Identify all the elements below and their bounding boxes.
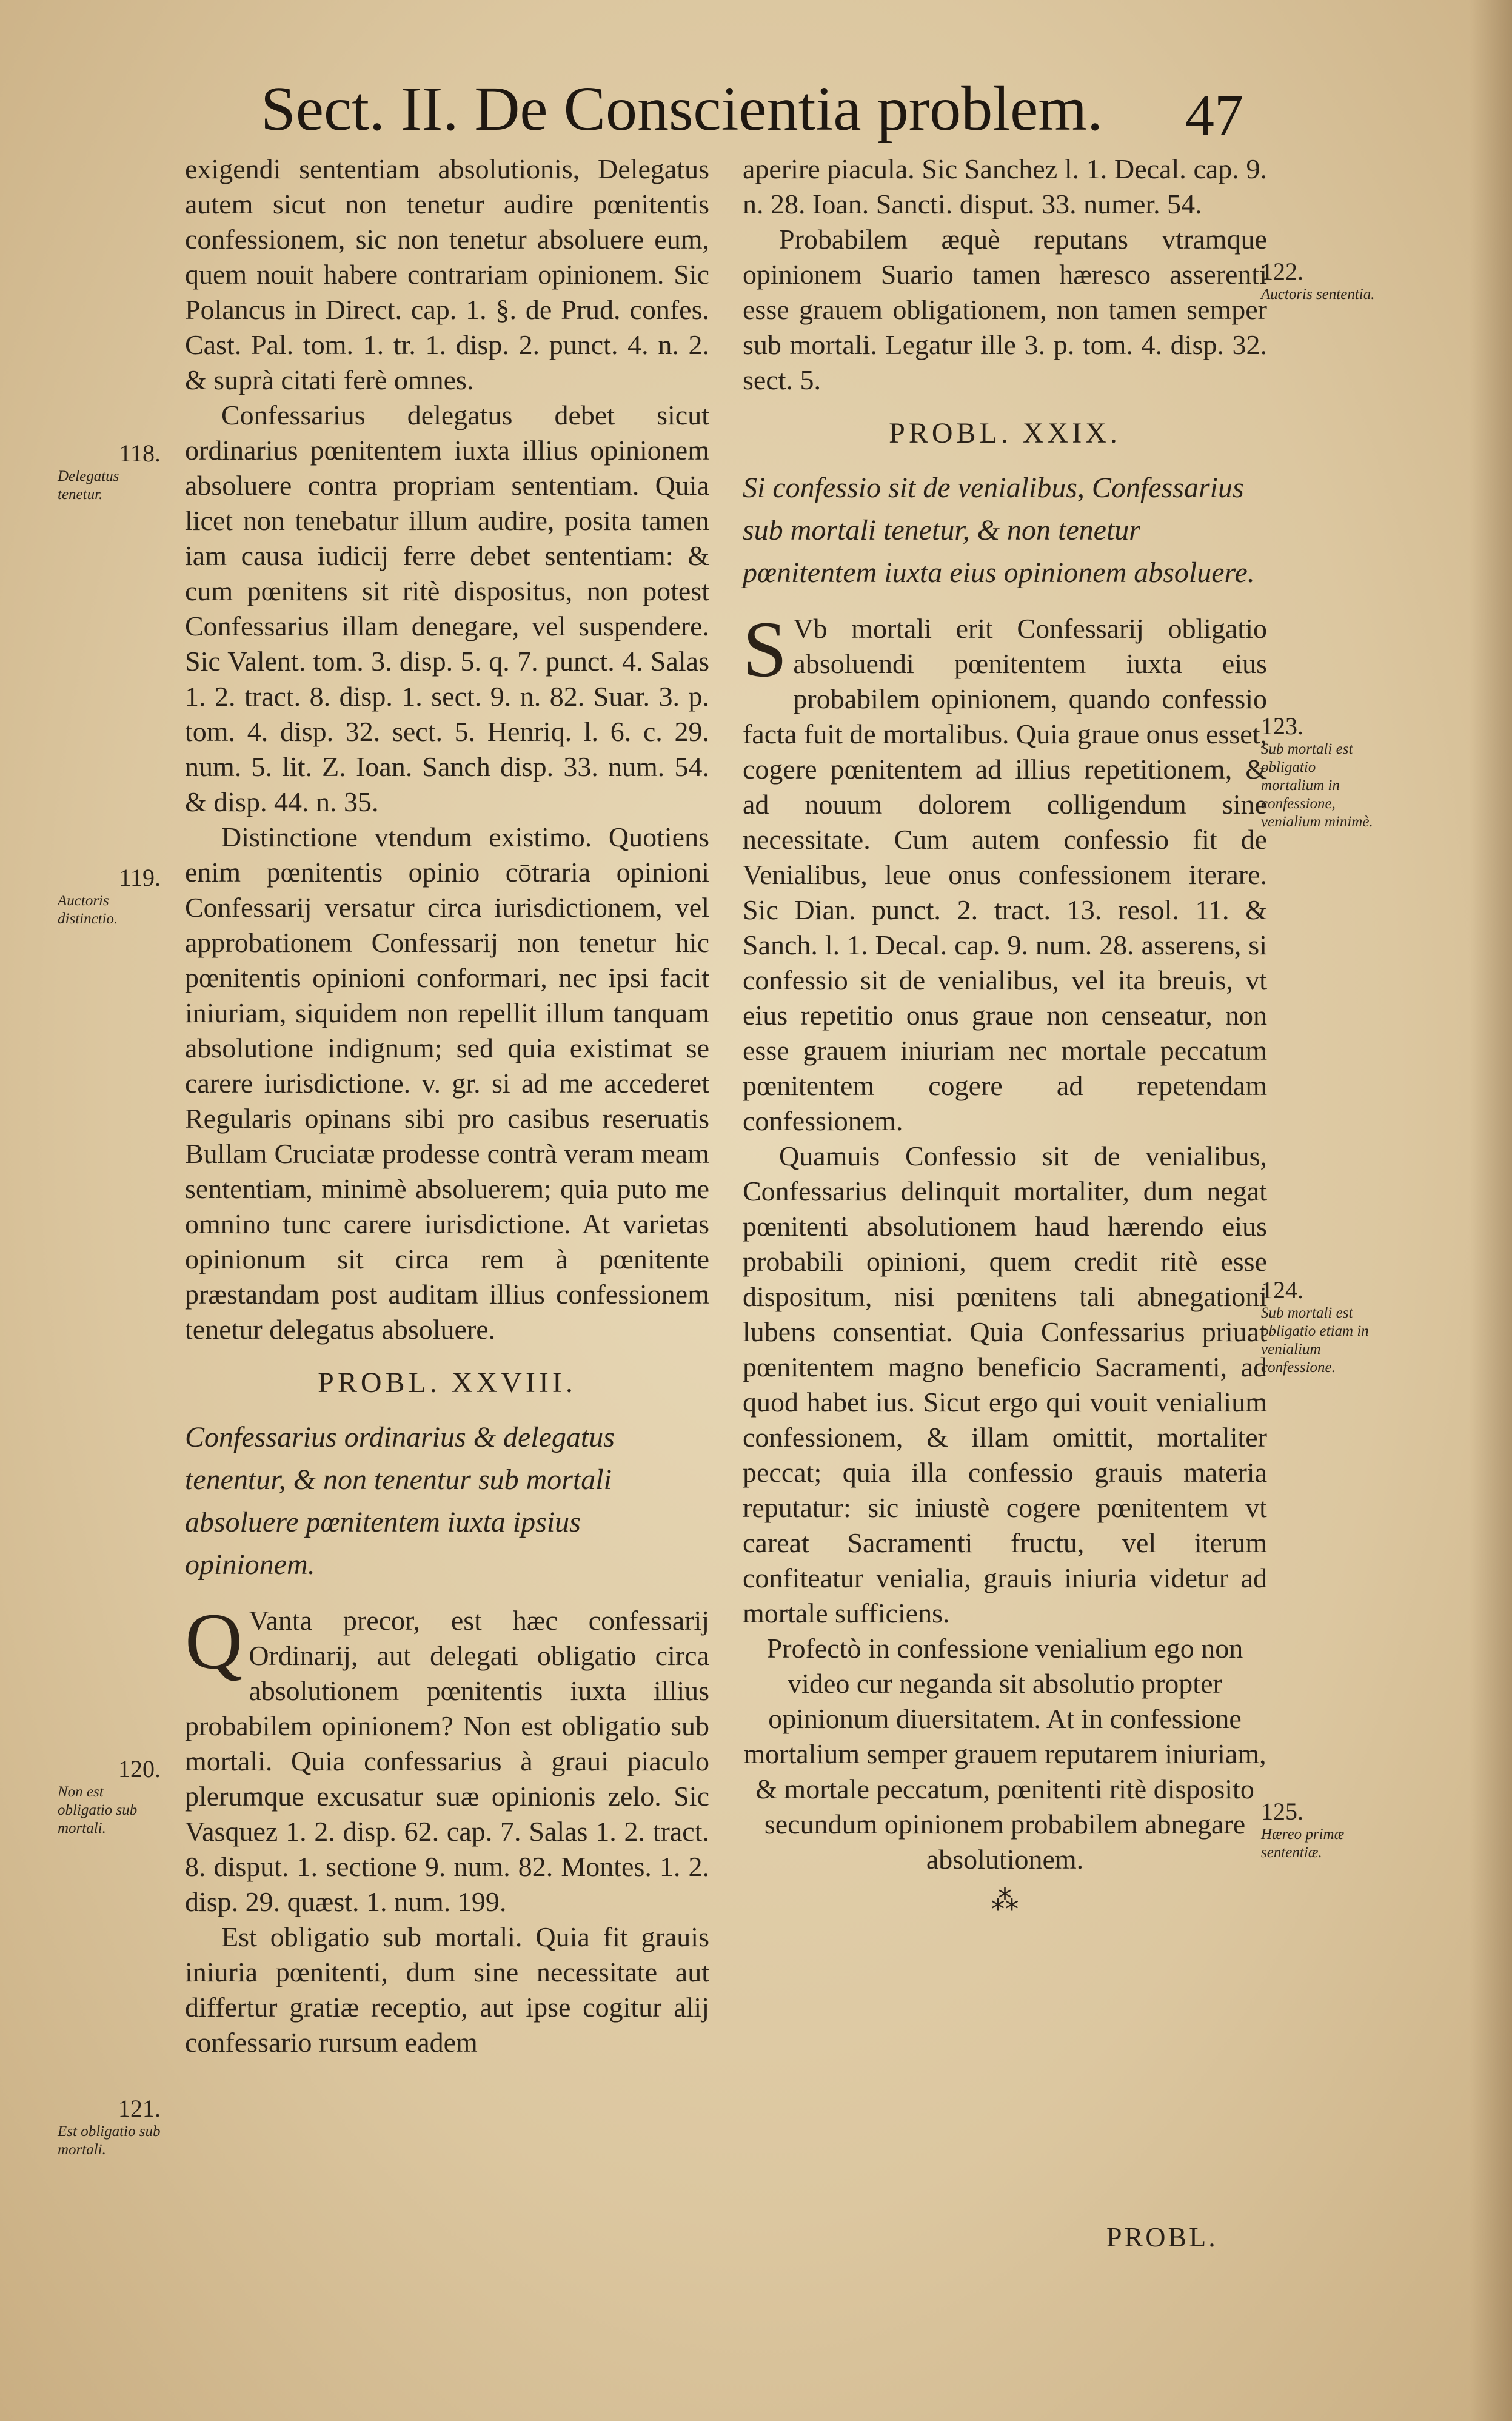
margin-note-118 [58, 440, 161, 504]
catchword: PROBL. [1106, 2222, 1218, 2252]
paragraph-122: Probabilem æquè reputans vtramque opinionem Suario tamen hæresco asserenti esse grauem obligationem, non tamen semper sub mortali. Legatur ille 3. p. tom. 4. disp. 32. sect. 5. [743, 224, 1267, 395]
margin-note-125 [1261, 1798, 1382, 1862]
problem-28-title: PROBL. XXVIII. [318, 1367, 577, 1399]
margin-number-125: 125. [1261, 1798, 1303, 1825]
margin-note-121 [58, 2095, 161, 2159]
margin-text-124: Sub mortali est obligatio etiam in venialium confessione. [1261, 1305, 1369, 1376]
problem-28-statement: Confessarius ordinarius & delegatus tenentur, & non tenentur sub mortali absoluere pœnitentem iuxta ipsius opinionem. [185, 1421, 615, 1581]
margin-number-123: 123. [1261, 712, 1303, 740]
running-title: Sect. II. De Conscientia problem. [261, 74, 1103, 144]
paragraph-119: Distinctione vtendum existimo. Quotiens enim pœnitentis opinio cōtraria opinioni Confessarij versatur circa iurisdictionem, vel approbationem Confessarij non tenetur hic pœnitentis opinioni conformari, nec ipsi facit iniuriam, siquidem non repellit illum tanquam absolutione indignum; sed quia existimat se carere iurisdictione. v. gr. si ad me accederet Regularis opinans sibi pro casibus reseruatis Bullam Cruciatæ prodesse contrà veram meam sententiam, minimè absoluerem; quia puto me omnino tunc carere iurisdictione. At varietas opinionum sit circa rem à pœnitente præstandam post auditam illius confessionem tenetur delegatus absoluere. [185, 822, 709, 1345]
asterism-ornament: ⁂ [991, 1885, 1019, 1916]
paragraph-120 [185, 1596, 709, 1920]
margin-text-121: Est obligatio sub mortali. [58, 2123, 161, 2158]
paragraph-intro: exigendi sententiam absolutionis, Delegatus autem sicut non tenetur audire pœnitentis confessionem, sic non tenetur absoluere eum, quem nouit habere contrariam opinionem. Sic Polancus in Direct. cap. 1. §. de Prud. confes. Cast. Pal. tom. 1. tr. 1. disp. 2. punct. 4. n. 2. & suprà citati ferè omnes. [185, 153, 709, 395]
page-edge-shadow [1470, 0, 1512, 2421]
paragraph-120-text: Vanta precor, est hæc confessarij Ordinarij, aut delegati obligatio circa absolutionem pœnitentis iuxta illius probabilem opinionem? Non est obligatio sub mortali. Quia confessarius à graui piaculo plerumque excusatur suæ opinionis zelo. Sic Vasquez 1. 2. disp. 62. cap. 7. Salas 1. 2. tract. 8. disput. 1. sectione 9. num. 82. Montes. 1. 2. disp. 29. quæst. 1. num. 199. [185, 1605, 709, 1917]
margin-text-125: Hæreo primæ sententiæ. [1261, 1826, 1345, 1861]
paragraph-123 [743, 604, 1267, 1139]
paragraph-continued: aperire piacula. Sic Sanchez l. 1. Decal. cap. 9. n. 28. Ioan. Sancti. disput. 33. numer. 54. [743, 153, 1267, 219]
problem-29-statement: Si confessio sit de venialibus, Confessarius sub mortali tenetur, & non tenetur pœnitentem iuxta eius opinionem absoluere. [743, 472, 1255, 589]
margin-number-122: 122. [1261, 258, 1303, 285]
margin-note-120 [58, 1755, 161, 1838]
margin-text-120: Non est obligatio sub mortali. [58, 1784, 138, 1837]
paragraph-118: Confessarius delegatus debet sicut ordinarius pœnitentem iuxta illius opinionem absoluere contra propriam sententiam. Quia licet non tenebatur illum audire, posita tamen iam causa iudicij ferre debet sententiam: & cum pœnitens sit ritè dispositus, non potest Confessarius illam denegare, vel suspendere. Sic Valent. tom. 3. disp. 5. q. 7. punct. 4. Salas 1. 2. tract. 8. disp. 1. sect. 9. n. 82. Suar. 3. p. tom. 4. disp. 32. sect. 5. Henriq. l. 6. c. 29. num. 5. lit. Z. Ioan. Sanch disp. 33. num. 54. & disp. 44. n. 35. [185, 400, 709, 817]
margin-note-122 [1261, 258, 1382, 304]
paragraph-121: Est obligatio sub mortali. Quia fit grauis iniuria pœnitenti, dum sine necessitate aut differtur gratiæ receptio, aut ipse cogitur alij confessario rursum eadem [185, 1921, 709, 2058]
right-column [743, 152, 1267, 1918]
margin-note-123 [1261, 712, 1382, 831]
paragraph-124: Quamuis Confessio sit de venialibus, Confessarius delinquit mortaliter, dum negat pœnitenti absolutionem haud hærendo eius probabili opinioni, quem credit ritè esse dispositum, nisi pœnitens tali abnegationi lubens consentiat. Quia Confessarius priuat pœnitentem magno beneficio Sacramenti, ad quod habet ius. Sicut ergo qui vouit venialium confessionem, & illam omittit, mortaliter peccat; quia illa confessio grauis materia reputatur: sic iniustè cogere pœnitentem vt careat Sacramenti fructu, vel iterum confiteatur venialia, grauis iniuria videtur ad mortale sufficiens. [743, 1140, 1267, 1629]
margin-number-124: 124. [1261, 1276, 1303, 1304]
margin-text-119: Auctoris distinctio. [58, 892, 118, 927]
dropcap-q: Q [185, 1596, 243, 1686]
margin-text-122: Auctoris sententia. [1261, 286, 1375, 303]
left-column [185, 152, 709, 2060]
margin-note-119 [58, 864, 161, 928]
paragraph-125: Profectò in confessione venialium ego non video cur neganda sit absolutio propter opinionum diuersitatem. At in confessione mortalium semper grauem reputarem iniuriam, & mortale peccatum, pœnitenti ritè disposito secundum opinionem probabilem abnegare absolutionem. [743, 1633, 1266, 1875]
margin-text-123: Sub mortali est obligatio mortalium in confessione, venialium minimè. [1261, 741, 1373, 830]
margin-number-119: 119. [119, 864, 161, 891]
paragraph-123-text: Vb mortali erit Confessarij obligatio absoluendi pœnitentem iuxta eius probabilem opinionem, quando confessio facta fuit de mortalibus. Quia graue onus esset, cogere pœnitentem ad illius repetitionem, & ad nouum dolorem colligendum sine necessitate. Cum autem confessio fit de Venialibus, leue onus confessionem iterare. Sic Dian. punct. 2. tract. 13. resol. 11. & Sanch. l. 1. Decal. cap. 9. num. 28. asserens, si confessio sit de venialibus, vel ita breuis, vt eius repetitio onus graue non censeatur, non esse grauem iniuriam nec mortale peccatum pœnitentem cogere ad repetendam confessionem. [743, 613, 1267, 1136]
margin-note-124 [1261, 1276, 1382, 1377]
margin-number-118: 118. [119, 440, 161, 467]
margin-number-120: 120. [118, 1755, 161, 1783]
page-number: 47 [1185, 82, 1243, 147]
dropcap-s: S [743, 604, 788, 694]
problem-29-title: PROBL. XXIX. [889, 417, 1121, 449]
margin-text-118: Delegatus tenetur. [58, 468, 119, 503]
margin-number-121: 121. [118, 2095, 161, 2122]
